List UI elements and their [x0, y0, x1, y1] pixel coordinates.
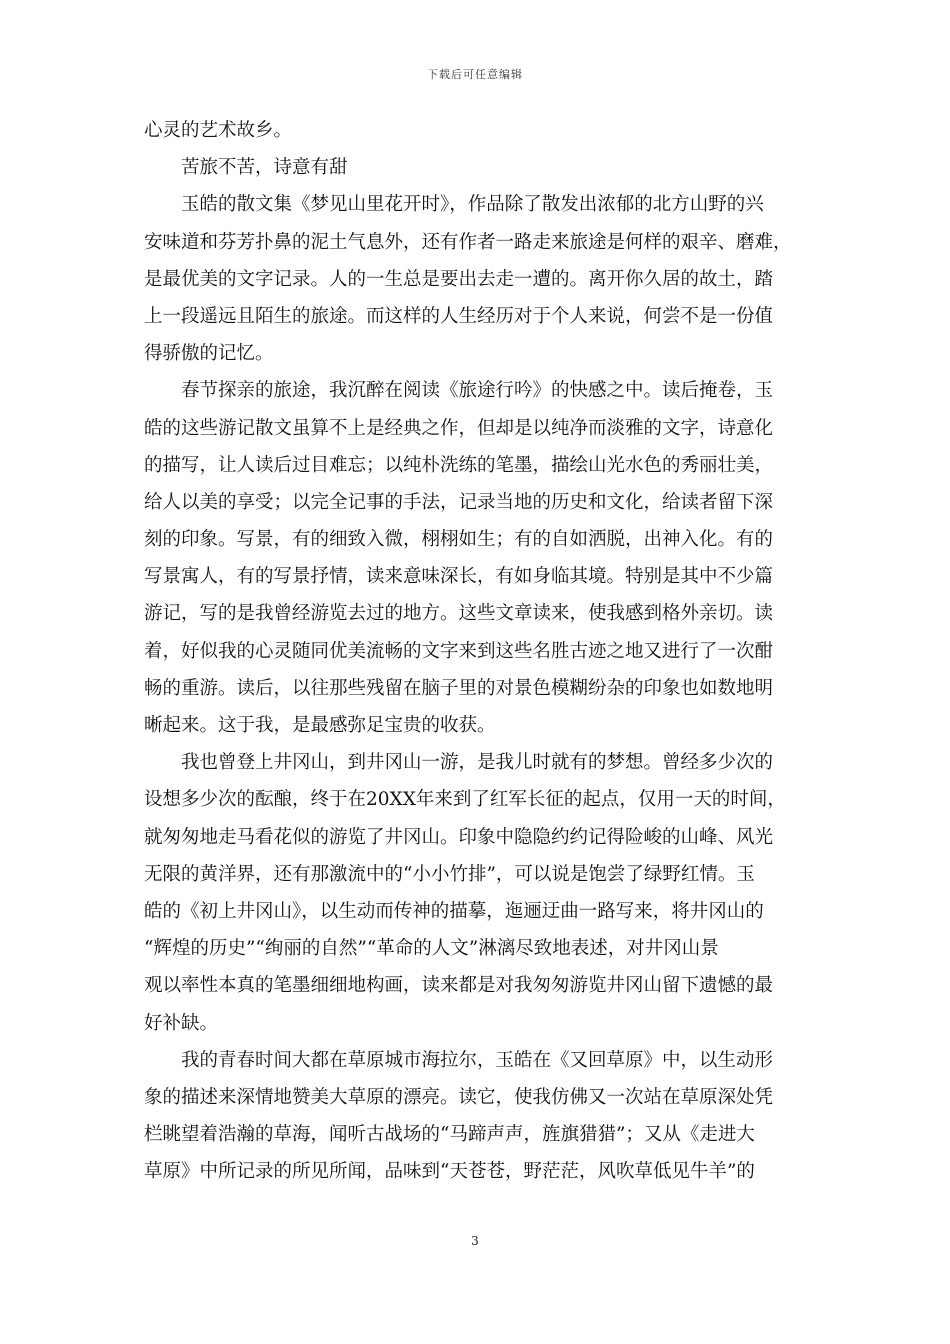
text-line: 晰起来。这于我，是最感弥足宝贵的收获。: [144, 715, 496, 736]
text-line: 观以率性本真的笔墨细细地构画，读来都是对我匆匆游览井冈山留下遗憾的最: [144, 975, 774, 997]
text-line: 上一段遥远且陌生的旅途。而这样的人生经历对于个人来说，何尝不是一份值: [144, 305, 774, 327]
paragraph: [144, 186, 808, 372]
text-line: 游记，写的是我曾经游览去过的地方。这些文章读来，使我感到格外亲切。读: [144, 603, 774, 625]
paragraph: [144, 149, 808, 186]
text-line: 是最优美的文字记录。人的一生总是要出去走一遭的。离开你久居的故土，踏: [144, 268, 774, 290]
text-line: 草原》中所记录的所见所闻，品味到“天苍苍，野茫茫，风吹草低见牛羊”的: [144, 1161, 755, 1183]
paragraph: [144, 1042, 808, 1191]
text-line: 刻的印象。写景，有的细致入微，栩栩如生；有的自如洒脱，出神入化。有的: [144, 529, 774, 551]
text-line: 春节探亲的旅途，我沉醉在阅读《旅途行吟》的快感之中。读后掩卷，玉: [181, 380, 774, 402]
text-line: 皓的这些游记散文虽算不上是经典之作，但却是以纯净而淡雅的文字，诗意化: [144, 417, 774, 439]
document-body: [144, 112, 808, 1190]
text-line: 畅的重游。读后，以往那些残留在脑子里的对景色模糊纷杂的印象也如数地明: [144, 677, 774, 699]
text-line: 心灵的艺术故乡。: [144, 120, 293, 141]
text-line: 苦旅不苦，诗意有甜: [181, 157, 348, 179]
text-line: 设想多少次的酝酿，终于在20XX年来到了红军长征的起点，仅用一天的时间，: [144, 789, 786, 811]
text-line: 得骄傲的记忆。: [144, 343, 274, 365]
paragraph: [144, 372, 808, 744]
text-line: “辉煌的历史”“绚丽的自然”“革命的人文”淋漓尽致地表述，对井冈山景: [144, 938, 719, 960]
text-line: 就匆匆地走马看花似的游览了井冈山。印象中隐隐约约记得险峻的山峰、风光: [144, 826, 774, 848]
text-line: 给人以美的享受；以完全记事的手法，记录当地的历史和文化，给读者留下深: [144, 491, 774, 513]
text-line: 安味道和芬芳扑鼻的泥土气息外，还有作者一路走来旅途是何样的艰辛、磨难，: [144, 231, 792, 253]
text-line: 我也曾登上井冈山，到井冈山一游，是我儿时就有的梦想。曾经多少次的: [181, 752, 774, 774]
text-line: 玉皓的散文集《梦见山里花开时》，作品除了散发出浓郁的北方山野的兴: [181, 194, 764, 216]
paragraph: [144, 112, 808, 149]
text-line: 写景寓人，有的写景抒情，读来意味深长，有如身临其境。特别是其中不少篇: [144, 566, 774, 588]
text-line: 好补缺。: [144, 1012, 219, 1034]
text-line: 着，好似我的心灵随同优美流畅的文字来到这些名胜古迹之地又进行了一次酣: [144, 640, 774, 662]
text-line: 的描写，让人读后过目难忘；以纯朴洗练的笔墨，描绘山光水色的秀丽壮美，: [144, 454, 774, 476]
page-number: 3: [471, 1234, 479, 1248]
text-line: 我的青春时间大都在草原城市海拉尔，玉皓在《又回草原》中，以生动形: [181, 1049, 774, 1071]
text-line: 无限的黄洋界，还有那激流中的“小小竹排”，可以说是饱尝了绿野红情。玉: [144, 863, 755, 885]
text-line: 皓的《初上井冈山》，以生动而传神的描摹，迤逦迂曲一路写来，将井冈山的: [144, 900, 764, 922]
page-header: 下载后可任意编辑: [427, 68, 523, 81]
text-line: 象的描述来深情地赞美大草原的漂亮。读它，使我仿佛又一次站在草原深处凭: [144, 1086, 774, 1108]
paragraph: [144, 744, 808, 1042]
text-line: 栏眺望着浩瀚的草海，闻听古战场的“马蹄声声，旌旗猎猎”；又从《走进大: [144, 1124, 755, 1146]
